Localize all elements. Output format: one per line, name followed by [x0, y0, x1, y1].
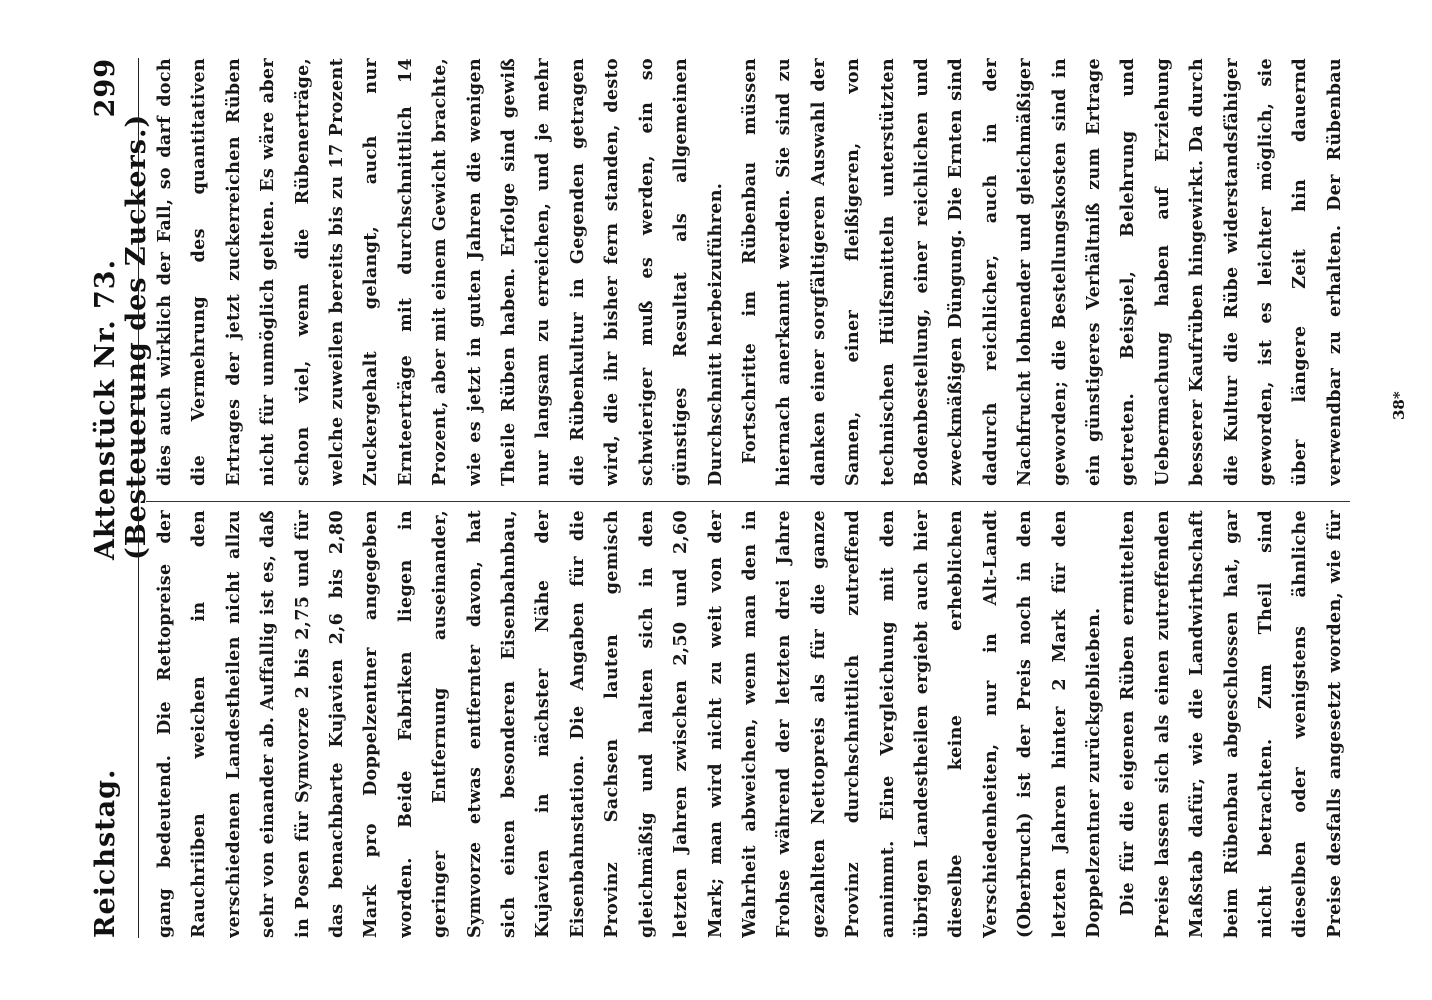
column-divider — [146, 501, 1350, 502]
header-subject: (Besteuerung des Zuckers.) — [121, 113, 152, 560]
text-column-right — [148, 58, 1348, 486]
header-section: Reichstag. — [90, 768, 121, 938]
page-number: 299 — [90, 58, 121, 118]
header-document-number — [90, 58, 152, 560]
header-rule — [138, 58, 139, 938]
paragraph: Die für die eigenen Rüben ermittelten Preise lassen sich als einen zutreffenden Maßstab dafür, wie die Landwirthschaft beim Rübenbau abgeschlossen hat, gar nicht betrachten. Zum Theil sind dieselben oder wenigstens ähnliche Preise desfalls angesetzt worden, wie für — [1117, 510, 1345, 938]
running-header — [84, 58, 152, 938]
signature-mark: 38* — [1390, 391, 1408, 420]
paragraph: gang bedeutend. Die Rettopreise der Rauchriiben weichen in den verschiedenen Landestheilen nicht allzu sehr von einander ab. Auffallig ist es, daß in Posen für Symvorze 2 bis 2,75 und für das benachbarte Kujavien 2,6 bis 2,80 Mark pro Doppelzentner angegeben worden. Beide Fabriken liegen in geringer Entfernung auseinander, Symvorze etwas entfernter davon, hat sich einen besonderen Eisenbahnbau, Kujavien in nächster Nähe der Eisenbahnstation. Die Angaben für die Provinz Sachsen lauten gemisch gleichmäßig und halten sich in den letzten Jahren zwischen 2,50 und 2,60 Mark; man wird nicht zu weit von der Wahrheit abweichen, wenn man den in Frohse während der letzten drei Jahre gezahlten Nettopreis als für die ganze Provinz durchschnittlich zutreffend annimmt. Eine Vergleichung mit den übrigen Landestheilen ergiebt auch hier dieselbe keine erheblichen Verschiedenheiten, nur in Alt-Landt (Oberbruch) ist der Preis noch in den letzten Jahren hinter 2 Mark für den Doppelzentner zurückgeblieben. — [154, 510, 1104, 938]
paragraph: Fortschritte im Rübenbau müssen hiernach anerkannt werden. Sie sind zu danken einer sorgfältigeren Auswahl der Samen, einer fleißigeren, von technischen Hülfsmitteln unterstützten Bodenbestellung, einer reichlichen und zweckmäßigen Düngung. Die Ernten sind dadurch reichlicher, auch in der Nachfrucht lohnender und gleichmäßiger geworden; die Bestellungskosten sind in ein günstigeres Verhältniß zum Ertrage getreten. Beispiel, Belehrung und Uebermachung haben auf Erziehung besserer Kaufrüben hingewirkt. Da durch die Kultur die Rübe widerstandsfähiger geworden, ist es leichter möglich, sie über längere Zeit hin dauernd verwendbar zu erhalten. Der Rübenbau — [738, 58, 1345, 486]
paragraph: dies auch wirklich der Fall, so darf doch die Vermehrung des quantitativen Ertrages der jetzt zuckerreichen Rüben nicht für unmöglich gelten. Es wäre aber schon viel, wenn die Rübenerträge, welche zuweilen bereits bis zu 17 Prozent Zuckergehalt gelangt, auch nur Ernteerträge mit durchschnittlich 14 Prozent, aber mit einem Gewicht brachte, wie es jetzt in guten Jahren die wenigen Theile Rüben haben. Erfolge sind gewiß nur langsam zu erreichen, und je mehr die Rübenkultur in Gegenden getragen wird, die ihr bisher fern standen, desto schwieriger muß es werden, ein so günstiges Resultat als allgemeinen Durchschnitt herbeizuführen. — [154, 58, 726, 486]
text-column-left — [148, 510, 1348, 938]
header-aktenstueck: Aktenstück Nr. 73. — [90, 259, 121, 560]
